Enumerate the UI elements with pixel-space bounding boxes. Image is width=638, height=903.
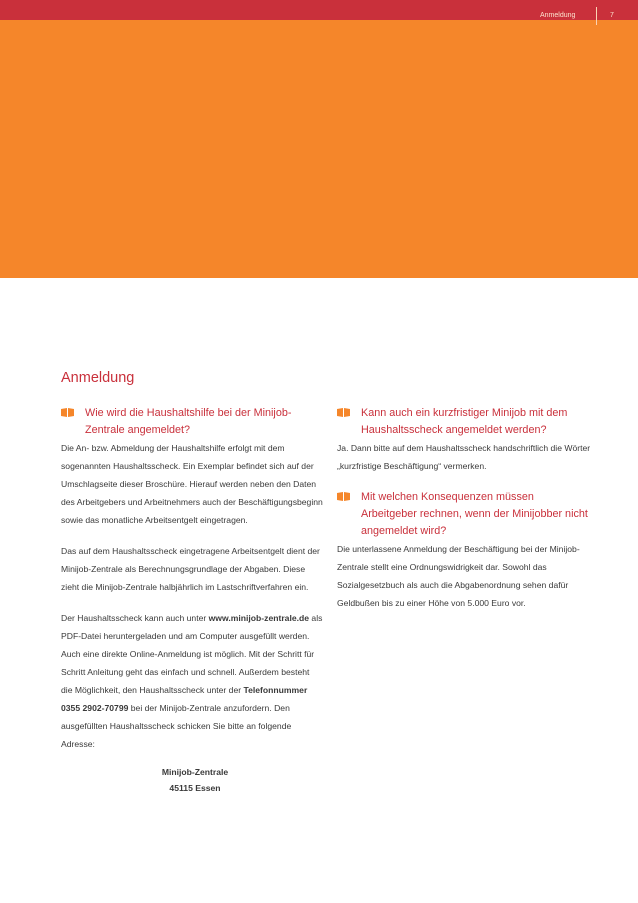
question-heading [337, 489, 592, 540]
paragraph: Das auf dem Haushaltsscheck eingetragene Arbeitsentgelt dient der Minijob-Zentrale als Berechnungsgrundlage der Abgaben. Diese zieht die Minijob-Zentrale halbjährlich im Lastschriftverfahren ein. [61, 546, 320, 592]
paragraph: Die unterlassene Anmeldung der Beschäftigung bei der Minijob-Zentrale stellt eine Ordnungswidrigkeit dar. Sowohl das Sozialgesetzbuch als auch die Abgabenordnung sehen dafür Geldbußen bis zu einer Höhe von 5.000 Euro vor. [337, 544, 580, 608]
question-text: Wie wird die Haushaltshilfe bei der Minijob-Zentrale angemeldet? [85, 407, 292, 436]
paragraph-text: bei der Minijob-Zentrale anzufordern. Den ausgefüllten Haushaltsscheck schicken Sie bitte an folgende Adresse: [61, 703, 292, 749]
question-heading [337, 405, 592, 439]
paragraph-text: als PDF-Datei heruntergeladen und am Computer ausgefüllt werden. Auch eine direkte Online-Anmeldung ist möglich. Mit der Schritt für Schritt Anleitung geht das einfach und schnell. Außerdem besteht die Möglichkeit, den Haushaltsscheck unter der [61, 613, 323, 695]
phone-number: Telefonnummer 0355 2902-70799 [61, 685, 308, 713]
book-icon [337, 408, 350, 417]
address-name: Minijob-Zentrale [161, 767, 229, 777]
question-heading [61, 405, 323, 439]
right-column [337, 405, 592, 612]
book-icon [61, 408, 74, 417]
address-block [61, 764, 323, 796]
page-number: 7 [610, 12, 614, 19]
section-title: Anmeldung [61, 370, 135, 386]
address-city: 45115 Essen [169, 783, 221, 793]
running-header-section: Anmeldung [540, 12, 576, 19]
question-text: Kann auch ein kurzfristiger Minijob mit dem Haushaltsscheck angemeldet werden? [361, 407, 568, 436]
website-link[interactable]: www.minijob-zentrale.de [208, 613, 310, 623]
paragraph: Ja. Dann bitte auf dem Haushaltsscheck handschriftlich die Wörter „kurzfristige Beschäftigung“ vermerken. [337, 443, 591, 471]
running-header-divider [596, 7, 597, 25]
paragraph [61, 609, 323, 753]
paragraph-text: Der Haushaltsscheck kann auch unter [61, 613, 209, 623]
hero-color-block [0, 20, 638, 278]
left-column [61, 405, 323, 796]
question-text: Mit welchen Konsequenzen müssen Arbeitgeber rechnen, wenn der Minijobber nicht angemeldet wird? [361, 491, 588, 537]
book-icon [337, 492, 350, 501]
paragraph: Die An- bzw. Abmeldung der Haushaltshilfe erfolgt mit dem sogenannten Haushaltsscheck. Ein Exemplar befindet sich auf der Umschlagseite dieser Broschüre. Hierauf werden neben den Daten des Arbeitgebers und Arbeitnehmers auch der Beschäftigungsbeginn sowie das monatliche Arbeitsentgelt eingetragen. [61, 443, 323, 525]
